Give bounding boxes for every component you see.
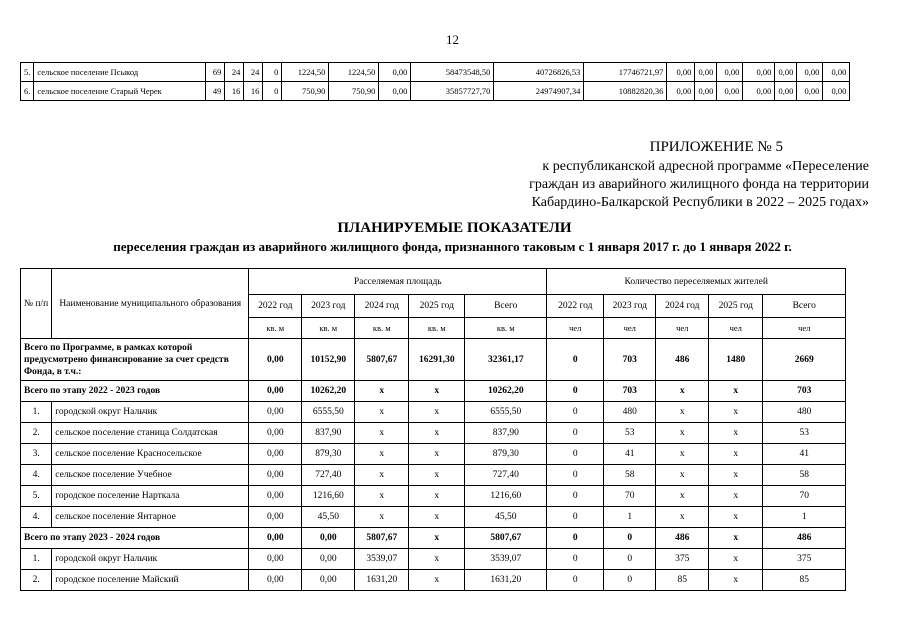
table-row: [21, 63, 850, 82]
table-cell: 0: [604, 528, 656, 549]
municipality-name: Всего по этапу 2023 - 2024 годов: [21, 528, 249, 549]
table-cell: 6555,50: [302, 402, 355, 423]
table-cell: 0,00: [249, 423, 302, 444]
table-cell: 0,00: [249, 528, 302, 549]
table-cell: 1224,50: [329, 63, 379, 82]
table-cell: 0,00: [743, 82, 775, 101]
table-cell: x: [656, 507, 709, 528]
table-cell: x: [355, 444, 409, 465]
table-cell: 1631,20: [355, 570, 409, 591]
header-year: 2024 год: [355, 295, 409, 318]
table-cell: 375: [763, 549, 846, 570]
indicators-table: [20, 268, 846, 591]
table-cell: 0,00: [695, 82, 717, 101]
table-cell: 53: [604, 423, 656, 444]
table-cell: x: [355, 486, 409, 507]
header-residents-group: Количество переселяемых жителей: [547, 269, 846, 295]
table-cell: 0,00: [797, 63, 823, 82]
header-unit: чел: [604, 318, 656, 339]
table-cell: 49: [206, 82, 225, 101]
table-cell: 41: [604, 444, 656, 465]
table-cell: x: [709, 423, 763, 444]
header-unit: кв. м: [249, 318, 302, 339]
table-cell: 0,00: [775, 82, 797, 101]
municipality-name: сельское поселение Старый Черек: [34, 82, 206, 101]
row-number: 1.: [21, 402, 52, 423]
table-cell: x: [709, 549, 763, 570]
table-cell: 480: [763, 402, 846, 423]
table-cell: x: [709, 507, 763, 528]
header-year: Всего: [763, 295, 846, 318]
table-cell: 703: [604, 339, 656, 381]
table-cell: x: [656, 402, 709, 423]
table-cell: 69: [206, 63, 225, 82]
table-cell: x: [409, 381, 465, 402]
table-cell: 0,00: [249, 570, 302, 591]
row-number: 3.: [21, 444, 52, 465]
appendix-title: ПРИЛОЖЕНИЕ № 5: [649, 139, 783, 155]
row-number: 2.: [21, 423, 52, 444]
municipality-name: сельское поселение Учебное: [52, 465, 249, 486]
table-cell: 0,00: [249, 465, 302, 486]
table-cell: 58: [763, 465, 846, 486]
municipality-name: городской округ Нальчик: [52, 402, 249, 423]
appendix-line: к республиканской адресной программе «Переселение: [542, 159, 869, 174]
row-number: 6.: [21, 82, 34, 101]
table-cell: 0: [547, 465, 604, 486]
table-cell: x: [409, 465, 465, 486]
table-cell: 703: [763, 381, 846, 402]
table-row: [21, 402, 846, 423]
table-cell: x: [409, 444, 465, 465]
table-cell: 45,50: [302, 507, 355, 528]
table-cell: 6555,50: [465, 402, 547, 423]
header-year: Всего: [465, 295, 547, 318]
table-cell: 5807,67: [465, 528, 547, 549]
table-cell: 0,00: [823, 63, 850, 82]
table-cell: 0: [547, 528, 604, 549]
table-cell: x: [409, 423, 465, 444]
table-cell: 0,00: [667, 63, 695, 82]
header-year: 2023 год: [604, 295, 656, 318]
table-cell: 0: [547, 549, 604, 570]
table-cell: 1216,60: [302, 486, 355, 507]
table-cell: 837,90: [302, 423, 355, 444]
table-cell: x: [709, 528, 763, 549]
appendix-line: граждан из аварийного жилищного фонда на территории: [529, 177, 869, 192]
municipality-name: Всего по этапу 2022 - 2023 годов: [21, 381, 249, 402]
table-cell: 16: [225, 82, 244, 101]
table-cell: x: [709, 402, 763, 423]
row-number: 4.: [21, 465, 52, 486]
header-unit: кв. м: [409, 318, 465, 339]
table-cell: 727,40: [302, 465, 355, 486]
table-cell: 0,00: [797, 82, 823, 101]
table-cell: 0,00: [249, 549, 302, 570]
page-number: 12: [446, 32, 459, 47]
table-cell: 486: [656, 339, 709, 381]
row-number: 5.: [21, 486, 52, 507]
table-cell: 32361,17: [465, 339, 547, 381]
table-cell: 58473548,50: [411, 63, 494, 82]
table-cell: 1216,60: [465, 486, 547, 507]
table-cell: x: [409, 528, 465, 549]
table-row: [21, 465, 846, 486]
table-cell: 879,30: [465, 444, 547, 465]
document-title: [0, 220, 905, 255]
table-cell: 1480: [709, 339, 763, 381]
table-cell: x: [409, 486, 465, 507]
table-cell: 0: [547, 444, 604, 465]
table-cell: 2669: [763, 339, 846, 381]
table-cell: 837,90: [465, 423, 547, 444]
table-cell: 480: [604, 402, 656, 423]
table-row: [21, 423, 846, 444]
table-cell: 727,40: [465, 465, 547, 486]
appendix-header: [529, 138, 869, 212]
table-row: [21, 82, 850, 101]
header-year: 2022 год: [547, 295, 604, 318]
table-cell: 17746721,97: [584, 63, 667, 82]
table-cell: 16291,30: [409, 339, 465, 381]
table-cell: 70: [604, 486, 656, 507]
table-cell: 0,00: [379, 63, 411, 82]
appendix-line: Кабардино-Балкарской Республики в 2022 – 2025 годах»: [531, 195, 869, 210]
municipality-name: городской округ Нальчик: [52, 549, 249, 570]
table-cell: x: [409, 570, 465, 591]
table-cell: 70: [763, 486, 846, 507]
table-cell: 0,00: [775, 63, 797, 82]
municipality-name: сельское поселение станица Солдатская: [52, 423, 249, 444]
table-cell: 5807,67: [355, 339, 409, 381]
header-unit: кв. м: [302, 318, 355, 339]
table-cell: x: [709, 570, 763, 591]
table-cell: 3539,07: [355, 549, 409, 570]
table-cell: 58: [604, 465, 656, 486]
table-cell: 0: [604, 549, 656, 570]
table-cell: 24: [244, 63, 263, 82]
header-year: 2022 год: [249, 295, 302, 318]
table-cell: 10262,20: [465, 381, 547, 402]
table-cell: 0: [604, 570, 656, 591]
table-cell: 40726826,53: [494, 63, 584, 82]
table-cell: 0: [547, 339, 604, 381]
table-cell: x: [355, 381, 409, 402]
table-cell: 53: [763, 423, 846, 444]
table-cell: x: [709, 486, 763, 507]
header-num: № п/п: [21, 269, 52, 339]
table-row: [21, 507, 846, 528]
table-cell: 750,90: [329, 82, 379, 101]
table-cell: 5807,67: [355, 528, 409, 549]
table-cell: x: [355, 402, 409, 423]
table-cell: x: [709, 465, 763, 486]
table-cell: 879,30: [302, 444, 355, 465]
table-cell: 750,90: [282, 82, 329, 101]
table-cell: 0,00: [249, 507, 302, 528]
table-cell: 0,00: [249, 402, 302, 423]
table-cell: x: [355, 465, 409, 486]
header-area-group: Расселяемая площадь: [249, 269, 547, 295]
header-year: 2025 год: [409, 295, 465, 318]
row-number: 2.: [21, 570, 52, 591]
table-cell: 3539,07: [465, 549, 547, 570]
table-row: [21, 549, 846, 570]
table-cell: 0,00: [667, 82, 695, 101]
table-cell: 703: [604, 381, 656, 402]
header-year: 2025 год: [709, 295, 763, 318]
table-cell: 1224,50: [282, 63, 329, 82]
continued-table: [20, 62, 850, 101]
table-cell: 0: [547, 381, 604, 402]
table-cell: 24: [225, 63, 244, 82]
table-cell: 1: [604, 507, 656, 528]
table-cell: 375: [656, 549, 709, 570]
table-cell: 10152,90: [302, 339, 355, 381]
table-cell: 0,00: [249, 486, 302, 507]
municipality-name: городское поселение Майский: [52, 570, 249, 591]
header-unit: кв. м: [465, 318, 547, 339]
row-number: 1.: [21, 549, 52, 570]
table-row: [21, 486, 846, 507]
municipality-name: сельское поселение Янтарное: [52, 507, 249, 528]
table-cell: 41: [763, 444, 846, 465]
table-cell: 0,00: [743, 63, 775, 82]
summary-row: [21, 528, 846, 549]
header-name: Наименование муниципального образования: [52, 269, 249, 339]
table-cell: 85: [763, 570, 846, 591]
table-cell: x: [355, 507, 409, 528]
table-cell: 486: [763, 528, 846, 549]
table-cell: 0,00: [717, 82, 743, 101]
table-cell: 1: [763, 507, 846, 528]
table-cell: 0,00: [249, 339, 302, 381]
row-number: 4.: [21, 507, 52, 528]
table-cell: x: [409, 507, 465, 528]
table-cell: 10882820,36: [584, 82, 667, 101]
table-cell: 0,00: [717, 63, 743, 82]
table-cell: x: [656, 423, 709, 444]
table-cell: 0: [263, 63, 282, 82]
municipality-name: Всего по Программе, в рамках которой предусмотрено финансирование за счет средств Фонда, в т.ч.:: [21, 339, 249, 381]
table-cell: x: [656, 486, 709, 507]
header-unit: чел: [547, 318, 604, 339]
table-cell: x: [409, 549, 465, 570]
table-cell: 0: [547, 570, 604, 591]
header-unit: кв. м: [355, 318, 409, 339]
table-cell: 1631,20: [465, 570, 547, 591]
header-year: 2024 год: [656, 295, 709, 318]
table-cell: 0: [547, 507, 604, 528]
table-cell: 24974907,34: [494, 82, 584, 101]
table-cell: 0,00: [302, 549, 355, 570]
table-cell: x: [355, 423, 409, 444]
table-cell: 0: [547, 402, 604, 423]
header-unit: чел: [656, 318, 709, 339]
table-cell: 0,00: [379, 82, 411, 101]
table-cell: 45,50: [465, 507, 547, 528]
table-cell: x: [656, 381, 709, 402]
table-cell: 0,00: [695, 63, 717, 82]
title-line-2: переселения граждан из аварийного жилищного фонда, признанного таковым с 1 января 2017 г. до 1 января 2022 г.: [113, 239, 792, 254]
municipality-name: городское поселение Нарткала: [52, 486, 249, 507]
table-cell: 0,00: [302, 570, 355, 591]
table-cell: 35857727,70: [411, 82, 494, 101]
table-row: [21, 444, 846, 465]
header-year: 2023 год: [302, 295, 355, 318]
summary-row: [21, 381, 846, 402]
table-cell: 0,00: [249, 444, 302, 465]
municipality-name: сельское поселение Красносельское: [52, 444, 249, 465]
table-cell: x: [656, 444, 709, 465]
table-cell: 0,00: [302, 528, 355, 549]
table-cell: 0: [547, 486, 604, 507]
table-cell: 16: [244, 82, 263, 101]
table-cell: 0,00: [823, 82, 850, 101]
header-unit: чел: [709, 318, 763, 339]
table-row: [21, 570, 846, 591]
table-cell: 0: [263, 82, 282, 101]
row-number: 5.: [21, 63, 34, 82]
table-cell: 85: [656, 570, 709, 591]
table-cell: 486: [656, 528, 709, 549]
table-cell: 0,00: [249, 381, 302, 402]
table-cell: x: [709, 444, 763, 465]
table-cell: x: [409, 402, 465, 423]
municipality-name: сельское поселение Псыкод: [34, 63, 206, 82]
table-cell: x: [709, 381, 763, 402]
header-unit: чел: [763, 318, 846, 339]
table-cell: x: [656, 465, 709, 486]
table-cell: 10262,20: [302, 381, 355, 402]
summary-row: [21, 339, 846, 381]
table-cell: 0: [547, 423, 604, 444]
title-line-1: ПЛАНИРУЕМЫЕ ПОКАЗАТЕЛИ: [337, 220, 572, 236]
